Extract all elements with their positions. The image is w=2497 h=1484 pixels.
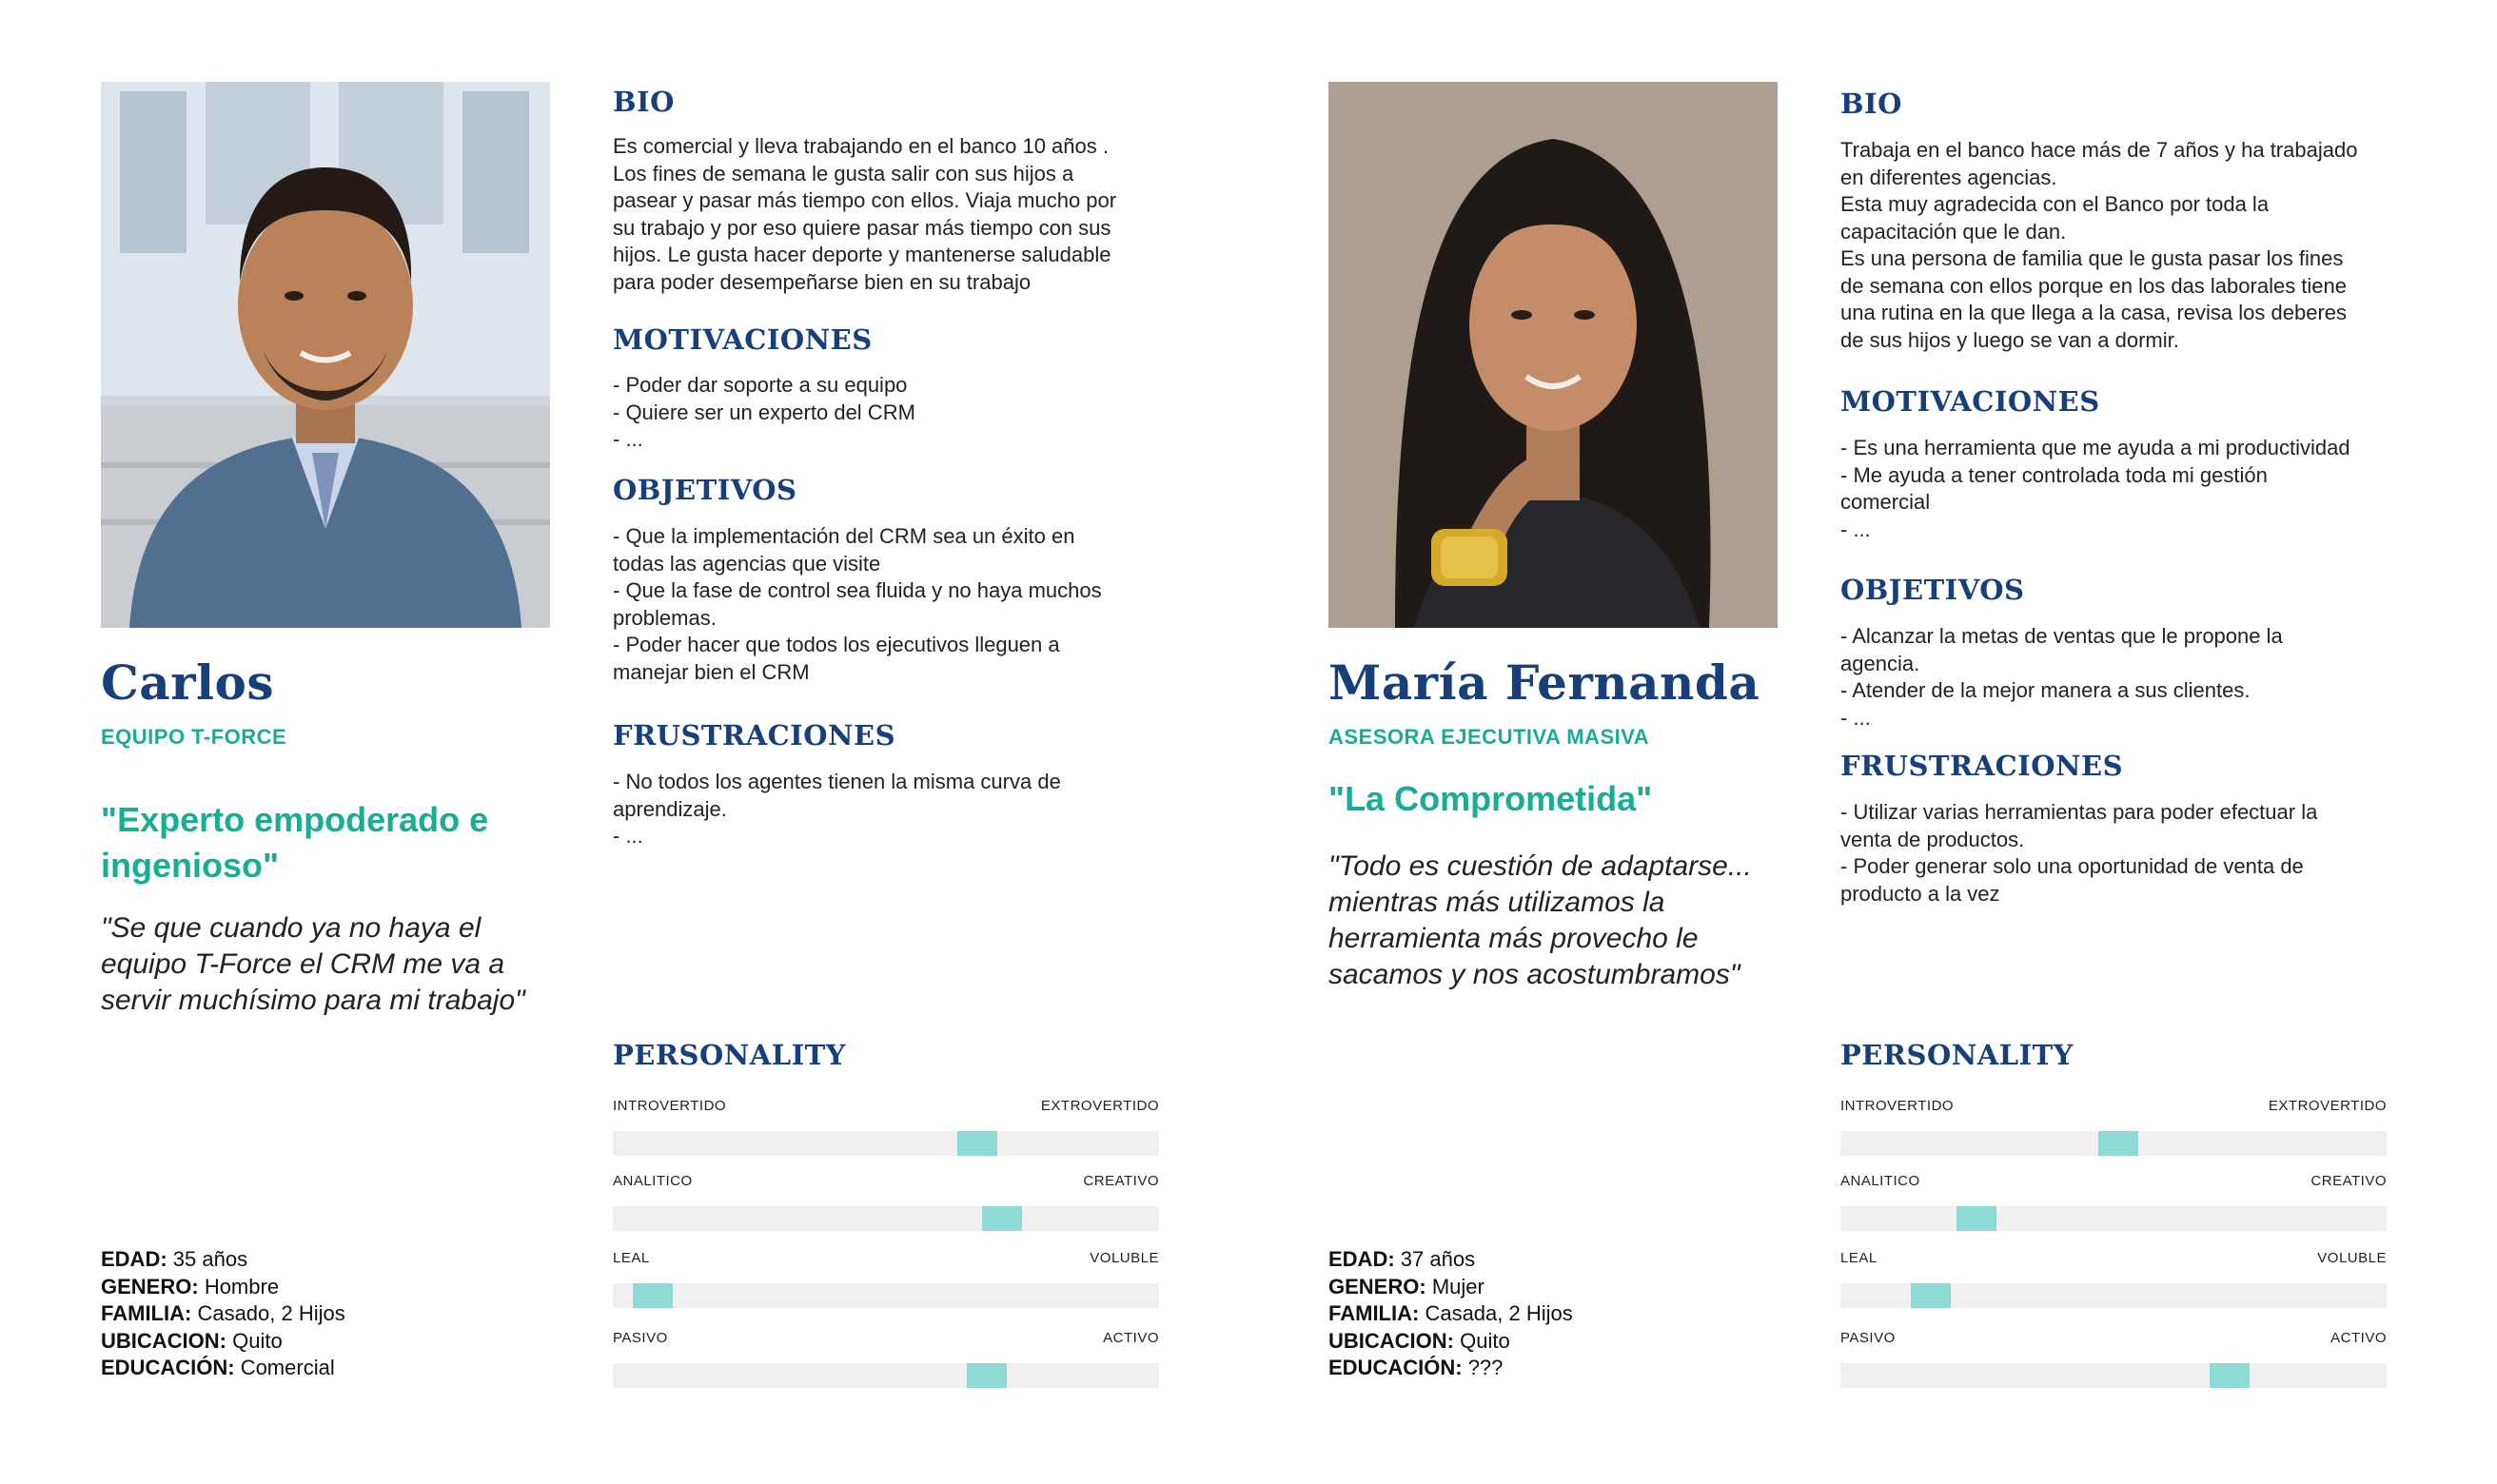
bio-heading: BIO (1840, 88, 1902, 120)
motivations-list: - Es una herramienta que me ayuda a mi productividad - Me ayuda a tener controlada toda mi gestión comercial - ... (1840, 436, 2350, 541)
trait-introvert-extrovert: INTROVERTIDO EXTROVERTIDO (1840, 1098, 2387, 1155)
trait-passive-active: PASIVO ACTIVO (613, 1330, 1159, 1387)
persona-name: María Fernanda (1328, 654, 1760, 711)
persona-tagline: "Experto empoderado e ingenioso" (101, 800, 489, 885)
man-portrait-icon (101, 82, 550, 628)
bio-text: Es comercial y lleva trabajando en el banco 10 años . Los fines de semana le gusta salir con sus hijos a pasear y pasar más tiempo con ellos. Viaja mucho por su trabajo y por eso quiere pasar más tiempo con sus hijos. Le gusta hacer deporte y mantenerse saludable para poder desempeñarse bien en su trabajo (613, 134, 1117, 294)
portrait-photo (101, 82, 550, 628)
trait-analytic-creative: ANALITICO CREATIVO (613, 1173, 1159, 1230)
frustrations-heading: FRUSTRACIONES (1840, 750, 2124, 782)
trait-marker (2210, 1363, 2250, 1388)
trait-track (613, 1283, 1159, 1308)
trait-track (1840, 1206, 2387, 1231)
fact-location: UBICACION: Quito (1328, 1328, 1510, 1353)
personality-heading: PERSONALITY (613, 1039, 846, 1071)
portrait-photo (1328, 82, 1778, 628)
trait-track (1840, 1283, 2387, 1308)
persona-role: EQUIPO T-FORCE (101, 725, 287, 749)
motivations-heading: MOTIVACIONES (613, 323, 873, 356)
trait-analytic-creative: ANALITICO CREATIVO (1840, 1173, 2387, 1230)
personality-heading: PERSONALITY (1840, 1039, 2074, 1071)
objectives-heading: OBJETIVOS (613, 474, 797, 506)
persona-facts (101, 1246, 345, 1382)
frustrations-list: - Utilizar varias herramientas para poder efectuar la venta de productos. - Poder generar solo una oportunidad de venta de producto a la vez (1840, 800, 2318, 906)
fact-education: EDUCACIÓN: ??? (1328, 1356, 1504, 1379)
fact-age: EDAD: 37 años (1328, 1247, 1476, 1271)
bio-text: Trabaja en el banco hace más de 7 años y ha trabajado en diferentes agencias. Esta muy agradecida con el Banco por toda la capacitación que le dan. Es una persona de familia que le gusta pasar los fines de semana con ellos porque en los das laborales tiene una rutina en la que llega a la casa, revisa los deberes de sus hijos y luego se van a dormir. (1840, 138, 2358, 352)
persona-tagline: "La Comprometida" (1328, 779, 1653, 818)
trait-marker (633, 1283, 673, 1308)
trait-track (613, 1363, 1159, 1388)
fact-gender: GENERO: Hombre (101, 1274, 280, 1298)
trait-marker (2098, 1131, 2138, 1156)
frustrations-list: - No todos los agentes tienen la misma curva de aprendizaje. - ... (613, 770, 1061, 848)
frustrations-heading: FRUSTRACIONES (613, 719, 896, 752)
fact-family: FAMILIA: Casado, 2 Hijos (101, 1301, 345, 1325)
persona-role: ASESORA EJECUTIVA MASIVA (1328, 725, 1650, 749)
fact-location: UBICACION: Quito (101, 1328, 283, 1353)
trait-track (1840, 1363, 2387, 1388)
fact-family: FAMILIA: Casada, 2 Hijos (1328, 1301, 1573, 1325)
persona-name: Carlos (101, 654, 275, 711)
trait-passive-active: PASIVO ACTIVO (1840, 1330, 2387, 1387)
objectives-heading: OBJETIVOS (1840, 574, 2025, 606)
woman-portrait-icon (1328, 82, 1778, 628)
trait-marker (967, 1363, 1007, 1388)
trait-marker (1911, 1283, 1951, 1308)
trait-track (613, 1131, 1159, 1156)
trait-marker (957, 1131, 997, 1156)
objectives-list: - Alcanzar la metas de ventas que le propone la agencia. - Atender de la mejor manera a sus clientes. - ... (1840, 624, 2283, 730)
persona-facts (1328, 1246, 1573, 1382)
persona-quote: "Todo es cuestión de adaptarse... mientras más utilizamos la herramienta más provecho le sacamos y nos acostumbramos" (1328, 850, 1752, 990)
persona-card-carlos (0, 0, 1248, 1484)
fact-gender: GENERO: Mujer (1328, 1274, 1484, 1298)
bio-heading: BIO (613, 86, 675, 118)
persona-card-maria-fernanda (1228, 0, 2497, 1484)
motivations-list: - Poder dar soporte a su equipo - Quiere ser un experto del CRM - ... (613, 373, 915, 451)
objectives-list: - Que la implementación del CRM sea un éxito en todas las agencias que visite - Que la fase de control sea fluida y no haya muchos problemas. - Poder hacer que todos los ejecutivos lleguen a manejar bien el CRM (613, 524, 1102, 684)
motivations-heading: MOTIVACIONES (1840, 385, 2100, 418)
trait-loyal-fickle: LEAL VOLUBLE (1840, 1250, 2387, 1307)
trait-marker (1956, 1206, 1996, 1231)
fact-education: EDUCACIÓN: Comercial (101, 1356, 335, 1379)
trait-introvert-extrovert: INTROVERTIDO EXTROVERTIDO (613, 1098, 1159, 1155)
fact-age: EDAD: 35 años (101, 1247, 248, 1271)
trait-track (613, 1206, 1159, 1231)
persona-quote: "Se que cuando ya no haya el equipo T-Force el CRM me va a servir muchísimo para mi trabajo" (101, 912, 525, 1016)
trait-marker (982, 1206, 1022, 1231)
trait-track (1840, 1131, 2387, 1156)
trait-loyal-fickle: LEAL VOLUBLE (613, 1250, 1159, 1307)
